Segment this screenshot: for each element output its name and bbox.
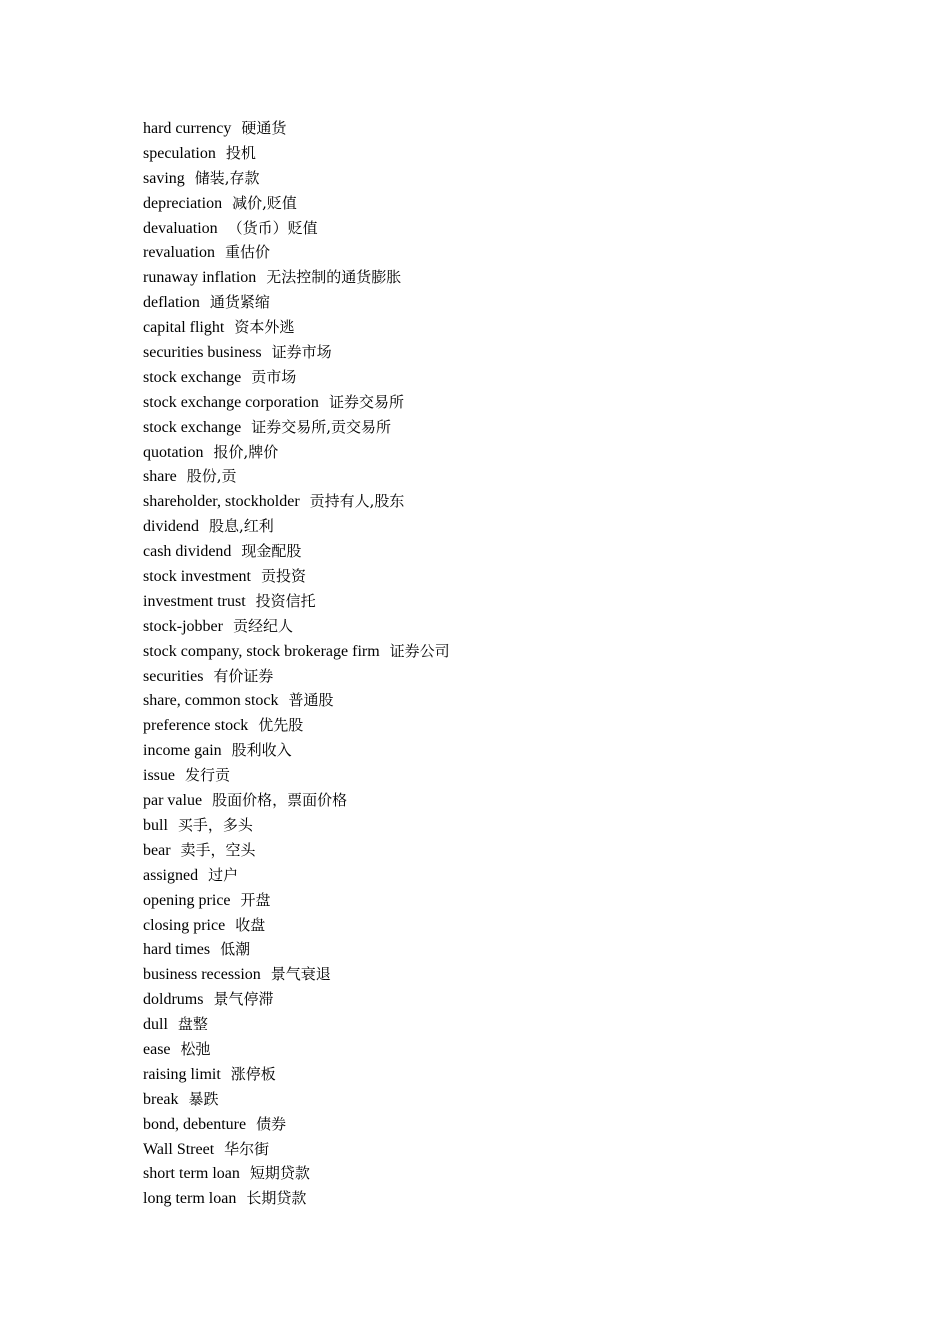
entry-meaning: 储装,存款 xyxy=(194,168,260,187)
entry-term: quotation xyxy=(143,443,204,461)
entry-meaning: 报价,牌价 xyxy=(213,442,279,461)
entry-meaning: 普通股 xyxy=(288,691,334,710)
entry-meaning: 松弛 xyxy=(180,1039,211,1058)
entry-term: shareholder, stockholder xyxy=(143,493,300,511)
entry-term: stock exchange xyxy=(143,418,242,436)
entry-term: bond, debenture xyxy=(143,1115,247,1133)
entry-term: securities business xyxy=(143,344,262,362)
entry-term: stock exchange corporation xyxy=(143,393,319,411)
glossary-entry xyxy=(143,216,450,241)
glossary-entry xyxy=(143,987,450,1012)
entry-meaning: 低潮 xyxy=(220,940,251,959)
glossary-list xyxy=(143,116,450,1211)
entry-meaning: 通货紧缩 xyxy=(209,293,270,312)
entry-meaning: 发行贡 xyxy=(185,766,231,785)
glossary-entry xyxy=(143,763,450,788)
glossary-entry xyxy=(143,738,450,763)
entry-meaning: 买手，多头 xyxy=(177,815,253,834)
entry-term: income gain xyxy=(143,742,222,760)
entry-term: investment trust xyxy=(143,592,246,610)
glossary-entry xyxy=(143,141,450,166)
entry-term: doldrums xyxy=(143,991,204,1009)
glossary-entry xyxy=(143,464,450,489)
glossary-entry xyxy=(143,365,450,390)
entry-meaning: 贡经纪人 xyxy=(232,616,293,635)
entry-term: bear xyxy=(143,841,171,859)
entry-term: long term loan xyxy=(143,1190,237,1208)
glossary-entry xyxy=(143,589,450,614)
glossary-entry xyxy=(143,913,450,938)
glossary-entry xyxy=(143,962,450,987)
entry-meaning: 现金配股 xyxy=(241,542,302,561)
glossary-entry xyxy=(143,664,450,689)
entry-term: bull xyxy=(143,816,168,834)
glossary-entry xyxy=(143,688,450,713)
entry-term: capital flight xyxy=(143,319,225,337)
entry-meaning: 贡持有人,股东 xyxy=(309,492,405,511)
glossary-entry xyxy=(143,1087,450,1112)
entry-term: short term loan xyxy=(143,1165,240,1183)
glossary-entry xyxy=(143,1186,450,1211)
glossary-entry xyxy=(143,240,450,265)
glossary-entry xyxy=(143,315,450,340)
entry-meaning: 收盘 xyxy=(235,915,266,934)
entry-term: ease xyxy=(143,1040,171,1058)
entry-meaning: 减价,贬值 xyxy=(232,193,297,212)
entry-meaning: 股份,贡 xyxy=(186,467,237,486)
entry-meaning: 长期贷款 xyxy=(246,1189,307,1208)
entry-meaning: 股利收入 xyxy=(231,741,292,760)
entry-meaning: 证券公司 xyxy=(389,641,450,660)
entry-term: hard currency xyxy=(143,120,232,137)
entry-meaning: 华尔街 xyxy=(224,1139,270,1158)
entry-meaning: 重估价 xyxy=(224,243,270,262)
glossary-entry xyxy=(143,788,450,813)
glossary-entry xyxy=(143,290,450,315)
entry-meaning: 股面价格，票面价格 xyxy=(212,791,348,810)
entry-term: stock exchange xyxy=(143,368,242,386)
entry-meaning: 无法控制的通货膨胀 xyxy=(266,268,402,287)
glossary-entry xyxy=(143,838,450,863)
entry-term: break xyxy=(143,1090,179,1108)
entry-term: devaluation xyxy=(143,219,218,237)
entry-term: deflation xyxy=(143,294,200,312)
entry-meaning: 开盘 xyxy=(240,890,271,909)
entry-meaning: 证券市场 xyxy=(271,343,332,362)
glossary-entry xyxy=(143,813,450,838)
entry-meaning: 贡投资 xyxy=(260,567,306,586)
entry-meaning: 有价证券 xyxy=(213,666,274,685)
entry-term: runaway inflation xyxy=(143,269,257,287)
entry-term: Wall Street xyxy=(143,1140,215,1158)
glossary-entry xyxy=(143,614,450,639)
entry-term: stock investment xyxy=(143,568,251,586)
entry-term: securities xyxy=(143,667,204,685)
glossary-entry xyxy=(143,564,450,589)
entry-meaning: 投资信托 xyxy=(255,591,316,610)
glossary-entry xyxy=(143,116,450,141)
entry-meaning: 暴跌 xyxy=(188,1089,219,1108)
entry-term: cash dividend xyxy=(143,543,232,561)
glossary-entry xyxy=(143,937,450,962)
glossary-entry xyxy=(143,639,450,664)
entry-meaning: 股息,红利 xyxy=(209,517,274,536)
entry-term: issue xyxy=(143,767,175,785)
entry-meaning: 贡市场 xyxy=(251,367,297,386)
glossary-entry xyxy=(143,191,450,216)
entry-meaning: 涨停板 xyxy=(230,1064,276,1083)
entry-meaning: 债券 xyxy=(256,1114,287,1133)
entry-term: share xyxy=(143,468,177,486)
entry-term: closing price xyxy=(143,916,226,934)
glossary-entry xyxy=(143,265,450,290)
glossary-entry xyxy=(143,415,450,440)
glossary-entry xyxy=(143,888,450,913)
glossary-entry xyxy=(143,1137,450,1162)
entry-term: dull xyxy=(143,1016,168,1034)
entry-term: stock company, stock brokerage firm xyxy=(143,642,380,660)
entry-term: speculation xyxy=(143,144,216,162)
entry-term: raising limit xyxy=(143,1065,221,1083)
entry-meaning: 证券交易所,贡交易所 xyxy=(251,417,391,436)
entry-term: preference stock xyxy=(143,717,249,735)
entry-term: hard times xyxy=(143,941,211,959)
glossary-entry xyxy=(143,863,450,888)
entry-term: business recession xyxy=(143,966,261,984)
entry-meaning: 资本外逃 xyxy=(234,318,295,337)
entry-meaning: 短期贷款 xyxy=(249,1164,310,1183)
glossary-entry xyxy=(143,514,450,539)
glossary-entry xyxy=(143,1037,450,1062)
glossary-entry xyxy=(143,1012,450,1037)
glossary-entry xyxy=(143,1161,450,1186)
glossary-entry xyxy=(143,440,450,465)
entry-term: depreciation xyxy=(143,194,223,212)
entry-meaning: 硬通货 xyxy=(241,119,287,137)
entry-term: opening price xyxy=(143,891,231,909)
entry-term: revaluation xyxy=(143,244,215,262)
glossary-entry xyxy=(143,390,450,415)
glossary-entry xyxy=(143,340,450,365)
entry-term: stock-jobber xyxy=(143,617,223,635)
entry-meaning: 优先股 xyxy=(258,716,304,735)
entry-term: assigned xyxy=(143,866,199,884)
glossary-entry xyxy=(143,166,450,191)
entry-term: share, common stock xyxy=(143,692,279,710)
entry-meaning: 投机 xyxy=(225,143,256,162)
glossary-entry xyxy=(143,539,450,564)
entry-meaning: 景气停滞 xyxy=(213,990,274,1009)
entry-term: saving xyxy=(143,169,185,187)
entry-meaning: （货币）贬值 xyxy=(227,218,318,237)
entry-meaning: 盘整 xyxy=(177,1015,208,1034)
glossary-entry xyxy=(143,1112,450,1137)
glossary-entry xyxy=(143,1062,450,1087)
glossary-entry xyxy=(143,713,450,738)
entry-term: dividend xyxy=(143,518,199,536)
entry-meaning: 景气衰退 xyxy=(270,965,331,984)
entry-meaning: 卖手，空头 xyxy=(180,840,256,859)
entry-term: par value xyxy=(143,792,203,810)
glossary-entry xyxy=(143,489,450,514)
entry-meaning: 证券交易所 xyxy=(328,392,404,411)
entry-meaning: 过户 xyxy=(208,865,239,884)
